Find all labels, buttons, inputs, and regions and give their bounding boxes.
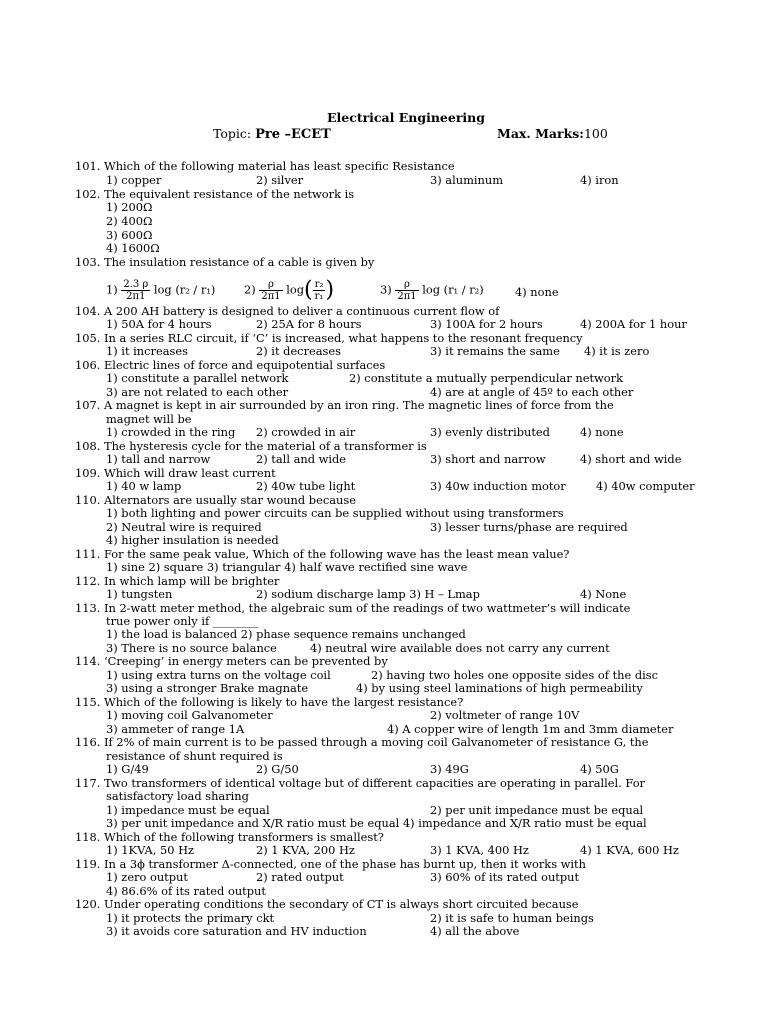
text-line: 117. Two transformers of identical voltage but of different capacities are operating in parallel. For xyxy=(75,776,646,790)
text-line: 1) copper xyxy=(106,173,162,187)
text-line: 3) 60% of its rated output xyxy=(430,870,580,884)
text-line: 4) higher insulation is needed xyxy=(106,533,279,547)
text-line: 4) by using steel laminations of high permeability xyxy=(356,681,643,695)
text-line: 115. Which of the following is likely to have the largest resistance? xyxy=(75,695,464,709)
text-line: 4) 40w computer xyxy=(596,479,695,493)
text-line: 1) tall and narrow xyxy=(106,452,211,466)
text-line: 106. Electric lines of force and equipotential surfaces xyxy=(75,358,386,372)
denominator: 2π1 xyxy=(397,291,417,302)
text-line: 3) 100A for 2 hours xyxy=(430,317,543,331)
q103-option-2 xyxy=(244,279,334,302)
text-line: 3) ammeter of range 1A xyxy=(106,722,245,736)
text-line: 1) the load is balanced 2) phase sequence remains unchanged xyxy=(106,627,466,641)
q103-option-1 xyxy=(106,279,215,302)
text-line: 2) crowded in air xyxy=(256,425,356,439)
text-line: 2) sodium discharge lamp 3) H – Lmap xyxy=(256,587,480,601)
text-line: 1) moving coil Galvanometer xyxy=(106,708,273,722)
text-line: 3) 40w induction motor xyxy=(430,479,566,493)
text-line: 2) having two holes one opposite sides of the disc xyxy=(371,668,659,682)
option-number: 3) xyxy=(380,282,392,297)
text-line: 111. For the same peak value, Which of the following wave has the least mean value? xyxy=(75,547,570,561)
text-line: 1) 200Ω xyxy=(106,200,153,214)
topic-value: Pre –ECET xyxy=(255,127,331,142)
inner-numerator: r₂ xyxy=(314,279,324,290)
text-line: 4) all the above xyxy=(430,924,520,938)
text-line: 113. In 2-watt meter method, the algebraic sum of the readings of two wattmeter’s will indicate xyxy=(75,601,631,615)
text-line: 112. In which lamp will be brighter xyxy=(75,574,280,588)
text-line: 4) none xyxy=(580,425,624,439)
log-term: log (r₂ / r₁) xyxy=(153,282,216,297)
text-line: true power only if ________ xyxy=(106,614,259,628)
text-line: 3) per unit impedance and X/R ratio must be equal 4) impedance and X/R ratio must be equal xyxy=(106,816,647,830)
q103-option-3 xyxy=(380,279,484,302)
text-line: 2) Neutral wire is required xyxy=(106,520,262,534)
text-line: 3) 1 KVA, 400 Hz xyxy=(430,843,529,857)
fraction xyxy=(121,279,150,302)
text-line: 3) are not related to each other xyxy=(106,385,289,399)
text-line: 1) using extra turns on the voltage coil xyxy=(106,668,331,682)
text-line: 3) using a stronger Brake magnate xyxy=(106,681,309,695)
text-line: 1) zero output xyxy=(106,870,188,884)
numerator: 2.3 ρ xyxy=(123,279,149,290)
text-line: 2) constitute a mutually perpendicular network xyxy=(349,371,624,385)
text-line: 4) 1 KVA, 600 Hz xyxy=(580,843,679,857)
topic-label: Topic: xyxy=(213,126,252,141)
text-line: 1) 50A for 4 hours xyxy=(106,317,212,331)
fraction xyxy=(259,279,282,302)
text-line: 3) short and narrow xyxy=(430,452,546,466)
text-line: 120. Under operating conditions the secondary of CT is always short circuited because xyxy=(75,897,579,911)
text-line: 3) it remains the same xyxy=(430,344,560,358)
left-paren: ( xyxy=(304,277,313,303)
text-line: 4) 50G xyxy=(580,762,619,776)
text-line: 110. Alternators are usually star wound because xyxy=(75,493,356,507)
text-line: 1) sine 2) square 3) triangular 4) half wave rectified sine wave xyxy=(106,560,468,574)
text-line: 103. The insulation resistance of a cable is given by xyxy=(75,255,375,269)
text-line: 1) G/49 xyxy=(106,762,149,776)
text-line: 3) lesser turns/phase are required xyxy=(430,520,628,534)
text-line: 3) evenly distributed xyxy=(430,425,550,439)
text-line: 101. Which of the following material has least specific Resistance xyxy=(75,159,455,173)
text-line: 4) A copper wire of length 1m and 3mm diameter xyxy=(387,722,674,736)
text-line: 3) aluminum xyxy=(430,173,503,187)
text-line: 2) it is safe to human beings xyxy=(430,911,594,925)
text-line: 2) 400Ω xyxy=(106,214,153,228)
text-line: 4) neutral wire available does not carry any current xyxy=(310,641,610,655)
text-line: 104. A 200 AH battery is designed to deliver a continuous current flow of xyxy=(75,304,500,318)
text-line: 4) None xyxy=(580,587,627,601)
text-line: 3) There is no source balance xyxy=(106,641,277,655)
text-line: resistance of shunt required is xyxy=(106,749,283,763)
text-line: 3) it avoids core saturation and HV induction xyxy=(106,924,367,938)
text-line: 2) voltmeter of range 10V xyxy=(430,708,580,722)
text-line: 2) it decreases xyxy=(256,344,341,358)
max-marks xyxy=(497,126,608,141)
text-line: 107. A magnet is kept in air surrounded by an iron ring. The magnetic lines of force from the xyxy=(75,398,614,412)
inner-fraction xyxy=(313,279,326,302)
text-line: 2) rated output xyxy=(256,870,344,884)
text-line: 2) 40w tube light xyxy=(256,479,356,493)
text-line: 1) constitute a parallel network xyxy=(106,371,289,385)
denominator: 2π1 xyxy=(261,291,281,302)
text-line: satisfactory load sharing xyxy=(106,789,249,803)
text-line: 114. ‘Creeping’ in energy meters can be prevented by xyxy=(75,654,388,668)
text-line: 108. The hysteresis cycle for the material of a transformer is xyxy=(75,439,427,453)
log-term: log xyxy=(286,282,305,297)
text-line: 2) tall and wide xyxy=(256,452,347,466)
fraction xyxy=(395,279,418,302)
text-line: 4) 86.6% of its rated output xyxy=(106,884,266,898)
text-line: 1) both lighting and power circuits can be supplied without using transformers xyxy=(106,506,564,520)
text-line: 2) G/50 xyxy=(256,762,299,776)
text-line: 2) silver xyxy=(256,173,304,187)
q103-option-4: 4) none xyxy=(515,285,559,299)
text-line: 116. If 2% of main current is to be passed through a moving coil Galvanometer of resistance G, the xyxy=(75,735,649,749)
text-line: 119. In a 3ϕ transformer Δ-connected, one of the phase has burnt up, then it works with xyxy=(75,857,586,871)
inner-denominator: r₁ xyxy=(314,291,324,302)
text-line: 1) 40 w lamp xyxy=(106,479,182,493)
text-line: 1) crowded in the ring xyxy=(106,425,236,439)
text-line: 3) 600Ω xyxy=(106,228,153,242)
log-term: log (r₁ / r₂) xyxy=(422,282,484,297)
text-line: 1) impedance must be equal xyxy=(106,803,270,817)
text-line: 4) 1600Ω xyxy=(106,241,160,255)
text-line: 102. The equivalent resistance of the network is xyxy=(75,187,355,201)
text-line: magnet will be xyxy=(106,412,192,426)
text-line: 4) it is zero xyxy=(584,344,650,358)
text-line: 2) 1 KVA, 200 Hz xyxy=(256,843,355,857)
text-line: 4) 200A for 1 hour xyxy=(580,317,687,331)
text-line: 105. In a series RLC circuit, if ‘C’ is increased, what happens to the resonant frequency xyxy=(75,331,583,345)
text-line: 4) are at angle of 45º to each other xyxy=(430,385,634,399)
text-line: 1) 1KVA, 50 Hz xyxy=(106,843,195,857)
text-line: 1) it increases xyxy=(106,344,188,358)
numerator: ρ xyxy=(395,279,418,291)
text-line: 1) it protects the primary ckt xyxy=(106,911,275,925)
numerator: ρ xyxy=(259,279,282,291)
topic-line xyxy=(213,126,331,142)
option-number: 1) xyxy=(106,282,118,297)
text-line: 2) per unit impedance must be equal xyxy=(430,803,644,817)
option-number: 2) xyxy=(244,282,256,297)
text-line: 4) iron xyxy=(580,173,619,187)
right-paren: ) xyxy=(325,277,335,303)
marks-value: 100 xyxy=(583,126,608,141)
text-line: 109. Which will draw least current xyxy=(75,466,276,480)
text-line: 4) short and wide xyxy=(580,452,682,466)
text-line: 118. Which of the following transformers is smallest? xyxy=(75,830,384,844)
text-line: 1) tungsten xyxy=(106,587,173,601)
text-line: 2) 25A for 8 hours xyxy=(256,317,362,331)
text-line: 3) 49G xyxy=(430,762,469,776)
denominator: 2π1 xyxy=(126,291,146,302)
page-title: Electrical Engineering xyxy=(326,110,486,125)
marks-label: Max. Marks: xyxy=(497,126,584,141)
